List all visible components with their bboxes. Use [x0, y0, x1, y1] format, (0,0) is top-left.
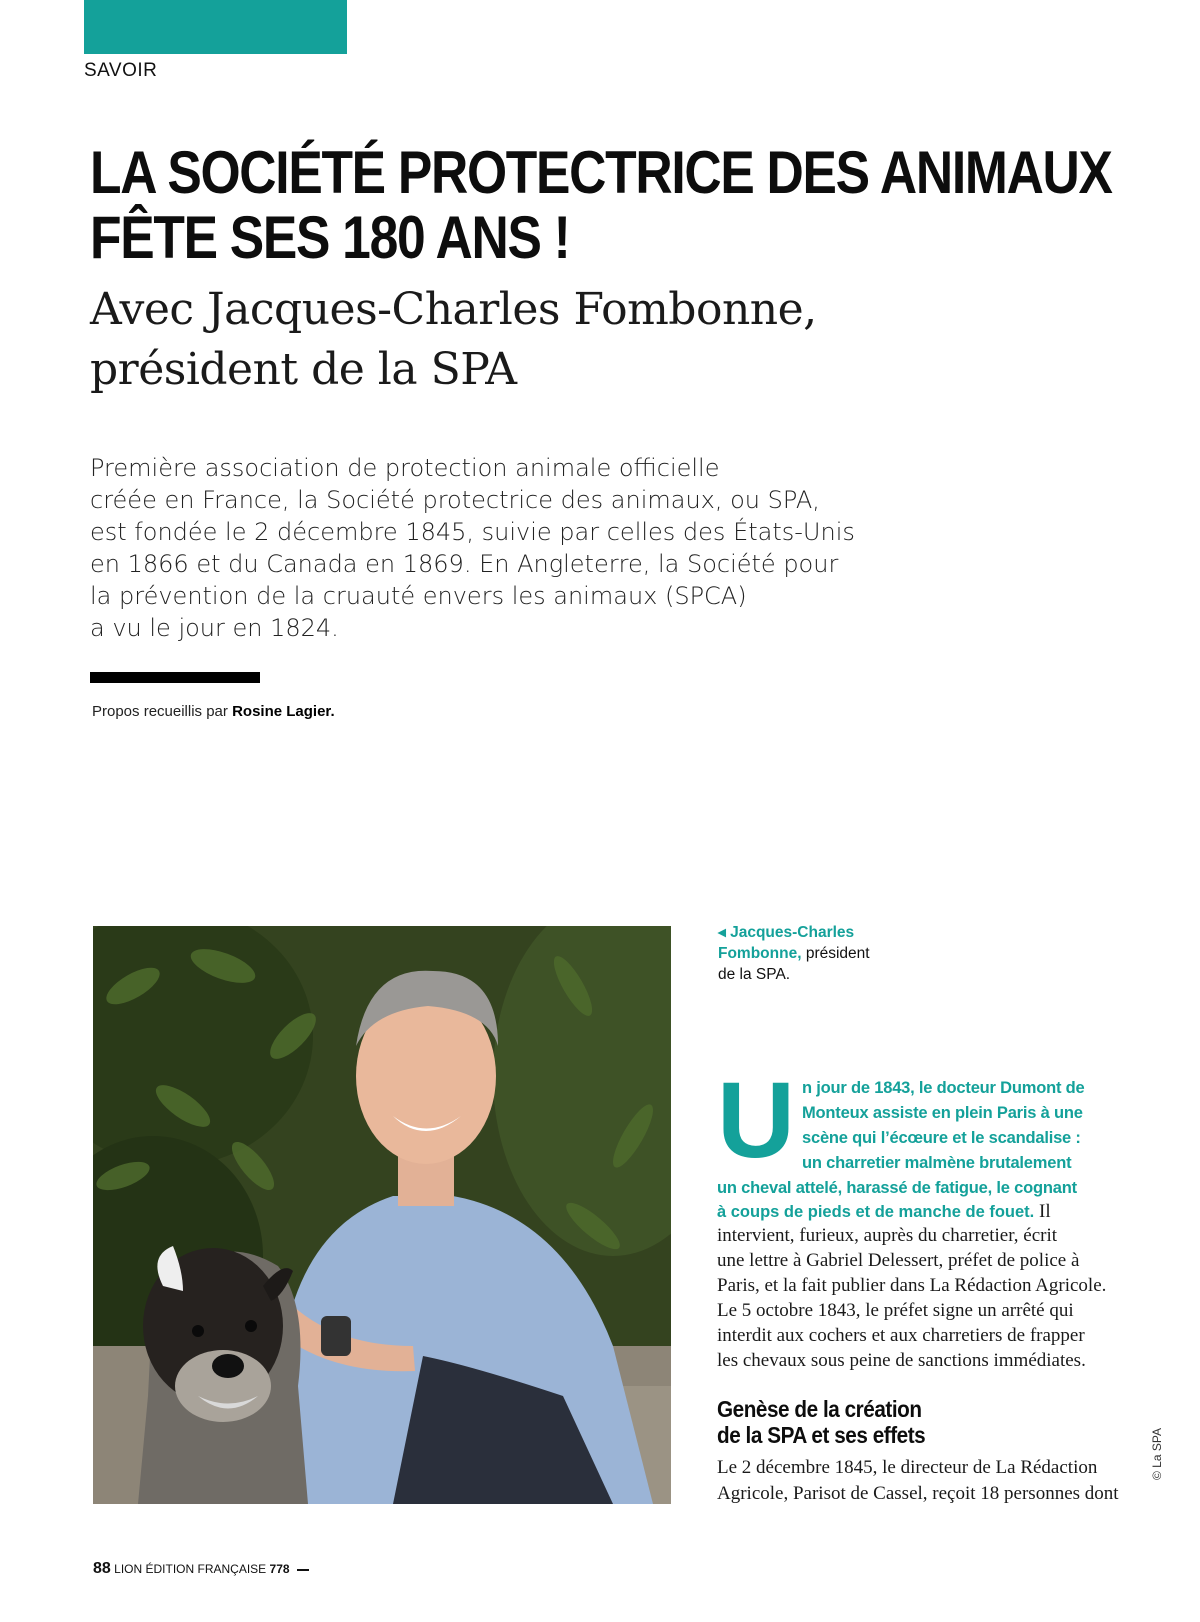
- section-label: SAVOIR: [84, 60, 158, 81]
- title-line: LA SOCIÉTÉ PROTECTRICE DES ANIMAUX: [90, 139, 1112, 206]
- lead-paragraph: [717, 1059, 1113, 1373]
- lead-line: n jour de 1843, le docteur Dumont de: [802, 1079, 1085, 1097]
- body-line: une lettre à Gabriel Delessert, préfet de police à: [717, 1250, 1080, 1271]
- body-start: Il: [1034, 1201, 1051, 1222]
- byline-author: Rosine Lagier.: [232, 703, 335, 720]
- drop-cap: U: [717, 1059, 795, 1180]
- lead-line: un charretier malmène brutalement: [802, 1154, 1072, 1172]
- photo-credit: © La SPA: [1150, 1428, 1164, 1480]
- article-subtitle: [90, 280, 990, 400]
- body-line: les chevaux sous peine de sanctions immédiates.: [717, 1350, 1086, 1371]
- intro-line: créée en France, la Société protectrice des animaux, ou SPA,: [90, 486, 820, 514]
- body-paragraph-2: [717, 1455, 1117, 1507]
- intro-line: en 1866 et du Canada en 1869. En Angleterre, la Société pour: [90, 550, 839, 578]
- intro-line: a vu le jour en 1824.: [90, 614, 339, 642]
- title-line: FÊTE SES 180 ANS !: [90, 204, 570, 271]
- caption-name: ◂ Jacques-Charles: [718, 924, 855, 941]
- caption-role: de la SPA.: [718, 966, 791, 983]
- body-line: Le 5 octobre 1843, le préfet signe un arrêté qui: [717, 1300, 1074, 1321]
- intro-paragraph: [90, 452, 890, 644]
- page-footer: [93, 1560, 309, 1578]
- intro-line: est fondée le 2 décembre 1845, suivie par celles des États-Unis: [90, 518, 855, 546]
- magazine-name: LION ÉDITION FRANÇAISE: [114, 1562, 267, 1576]
- intro-line: la prévention de la cruauté envers les animaux (SPCA): [90, 582, 747, 610]
- subtitle-line: Avec Jacques-Charles Fombonne,: [90, 284, 817, 335]
- page-number: 88: [93, 1560, 111, 1577]
- caption-name: Fombonne,: [718, 945, 802, 962]
- portrait-photo: [93, 926, 671, 1504]
- caption-role: président: [801, 945, 870, 962]
- lead-end: à coups de pieds et de manche de fouet.: [717, 1203, 1035, 1221]
- body-line: Agricole, Parisot de Cassel, reçoit 18 personnes dont: [717, 1483, 1119, 1504]
- subhead-line: Genèse de la création: [717, 1396, 922, 1422]
- lead-line: Monteux assiste en plein Paris à une: [802, 1104, 1083, 1122]
- subtitle-line: président de la SPA: [90, 344, 517, 395]
- lead-line: scène qui l’écœure et le scandalise :: [802, 1129, 1081, 1147]
- byline-prefix: Propos recueillis par: [92, 703, 228, 720]
- body-line: interdit aux cochers et aux charretiers de frapper: [717, 1325, 1085, 1346]
- section-color-bar: [84, 0, 347, 54]
- section-subheading: [717, 1396, 925, 1448]
- subhead-line: de la SPA et ses effets: [717, 1422, 926, 1448]
- lead-line: [717, 1201, 1113, 1223]
- footer-dash: [297, 1569, 309, 1571]
- photo-caption: [718, 922, 918, 985]
- body-line: Paris, et la fait publier dans La Rédaction Agricole.: [717, 1275, 1107, 1296]
- byline: [92, 703, 335, 720]
- photo-illustration: [93, 926, 671, 1504]
- body-line: intervient, furieux, auprès du charretier, écrit: [717, 1225, 1058, 1246]
- article-title: [90, 139, 1112, 271]
- body-line: Le 2 décembre 1845, le directeur de La Rédaction: [717, 1457, 1098, 1478]
- issue-number: 778: [269, 1562, 290, 1576]
- lead-line: un cheval attelé, harassé de fatigue, le cognant: [717, 1179, 1077, 1197]
- intro-line: Première association de protection animale officielle: [90, 454, 720, 482]
- body-paragraph: [717, 1223, 1113, 1373]
- divider-rule: [90, 672, 260, 683]
